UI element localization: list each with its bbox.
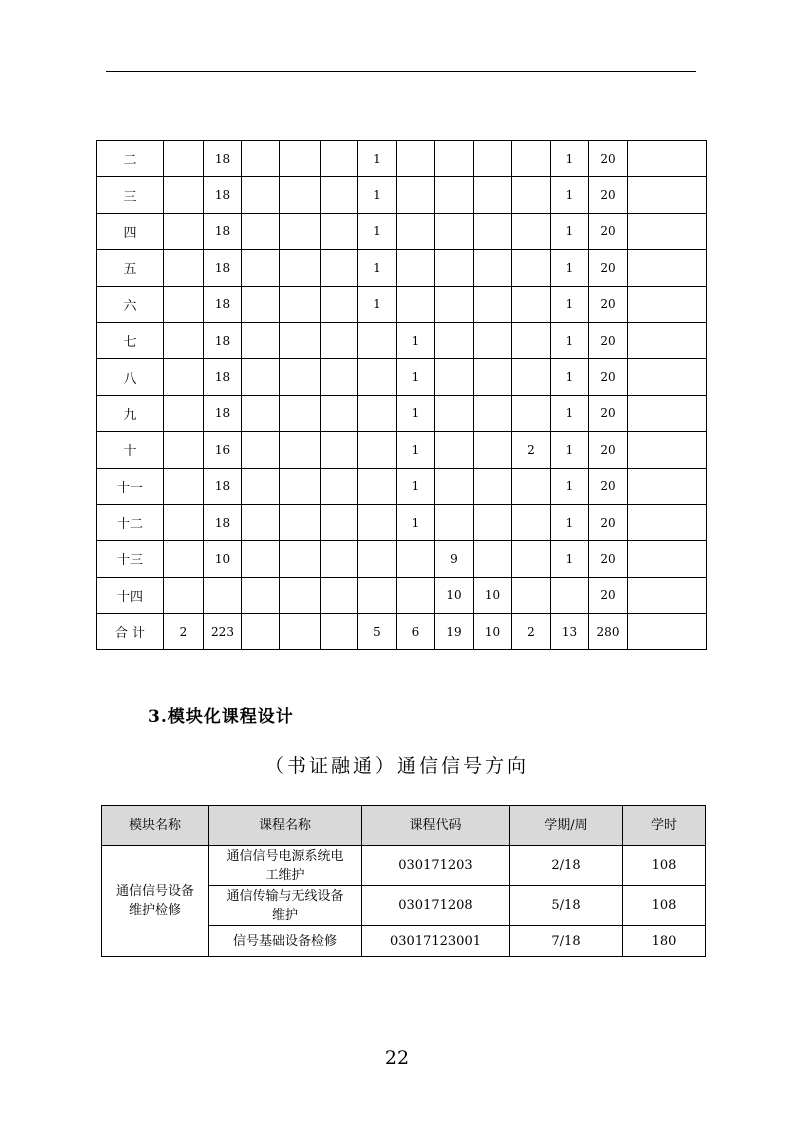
table-cell: 1 xyxy=(551,141,589,177)
table-cell: 20 xyxy=(589,322,628,358)
table-cell: 5 xyxy=(358,614,397,650)
table-cell xyxy=(512,250,551,286)
table-cell xyxy=(628,250,707,286)
table-cell xyxy=(358,432,397,468)
table-cell xyxy=(628,504,707,540)
table-cell xyxy=(321,504,358,540)
table-cell: 6 xyxy=(397,614,435,650)
table-cell xyxy=(280,504,321,540)
table-cell: 20 xyxy=(589,177,628,213)
table-cell xyxy=(321,541,358,577)
table-cell: 20 xyxy=(589,141,628,177)
table-cell xyxy=(164,177,204,213)
week-label-cell: 八 xyxy=(97,359,164,395)
module-table-header-row xyxy=(102,806,706,846)
course-code-cell: 030171203 xyxy=(362,846,510,886)
table-cell xyxy=(512,286,551,322)
table-row xyxy=(97,141,707,177)
table-cell: 18 xyxy=(204,286,242,322)
table-cell xyxy=(242,141,280,177)
table-cell xyxy=(321,577,358,613)
table-row xyxy=(97,322,707,358)
table-cell xyxy=(280,541,321,577)
table-cell xyxy=(242,504,280,540)
table-cell xyxy=(164,322,204,358)
table-cell: 2 xyxy=(164,614,204,650)
table-cell xyxy=(242,541,280,577)
table-cell xyxy=(164,286,204,322)
table-cell: 1 xyxy=(358,250,397,286)
table-cell: 18 xyxy=(204,468,242,504)
header-rule xyxy=(106,71,696,72)
table-cell xyxy=(397,250,435,286)
table-cell xyxy=(435,359,474,395)
week-label-cell: 九 xyxy=(97,395,164,431)
table-cell xyxy=(628,359,707,395)
table-cell xyxy=(358,541,397,577)
table-cell xyxy=(358,468,397,504)
table-cell xyxy=(242,359,280,395)
table-cell xyxy=(204,577,242,613)
table-cell xyxy=(512,541,551,577)
table-cell: 20 xyxy=(589,395,628,431)
table-cell xyxy=(321,359,358,395)
table-cell xyxy=(280,614,321,650)
table-cell xyxy=(164,541,204,577)
table-cell xyxy=(628,577,707,613)
table-cell xyxy=(474,359,512,395)
table-cell xyxy=(242,213,280,249)
table-cell xyxy=(435,432,474,468)
table-cell xyxy=(321,286,358,322)
table-cell: 20 xyxy=(589,250,628,286)
table-row xyxy=(97,286,707,322)
table-cell xyxy=(474,286,512,322)
table-cell: 1 xyxy=(551,541,589,577)
table-row xyxy=(97,432,707,468)
header-course-name: 课程名称 xyxy=(209,806,362,846)
table-cell xyxy=(512,177,551,213)
table-cell: 18 xyxy=(204,177,242,213)
module-course-table xyxy=(101,805,706,957)
table-cell: 1 xyxy=(551,395,589,431)
table-cell xyxy=(280,359,321,395)
table-cell xyxy=(358,322,397,358)
table-cell xyxy=(474,250,512,286)
table-cell xyxy=(321,322,358,358)
table-cell: 1 xyxy=(358,213,397,249)
table-cell: 10 xyxy=(474,577,512,613)
course-hours-cell: 108 xyxy=(623,846,706,886)
table-cell xyxy=(164,359,204,395)
table-cell xyxy=(397,541,435,577)
table-cell xyxy=(474,177,512,213)
table-cell: 1 xyxy=(551,286,589,322)
week-label-cell: 六 xyxy=(97,286,164,322)
table-cell: 9 xyxy=(435,541,474,577)
table-cell xyxy=(397,177,435,213)
table-cell xyxy=(242,395,280,431)
table-cell: 10 xyxy=(435,577,474,613)
week-label-cell: 七 xyxy=(97,322,164,358)
table-cell xyxy=(512,504,551,540)
header-hours: 学时 xyxy=(623,806,706,846)
table-row xyxy=(102,846,706,886)
table-row xyxy=(97,614,707,650)
table-row xyxy=(97,541,707,577)
table-cell xyxy=(474,322,512,358)
table-cell: 20 xyxy=(589,432,628,468)
table-cell: 20 xyxy=(589,213,628,249)
table-cell xyxy=(164,141,204,177)
table-cell xyxy=(397,577,435,613)
table-cell xyxy=(280,432,321,468)
table-cell xyxy=(474,141,512,177)
table-cell xyxy=(358,395,397,431)
table-cell xyxy=(280,286,321,322)
table-cell xyxy=(474,541,512,577)
table-cell xyxy=(551,577,589,613)
week-label-cell: 十 xyxy=(97,432,164,468)
table-cell xyxy=(164,577,204,613)
course-hours-cell: 180 xyxy=(623,926,706,957)
table-cell xyxy=(242,286,280,322)
table-cell: 16 xyxy=(204,432,242,468)
table-cell xyxy=(280,468,321,504)
table-cell xyxy=(512,359,551,395)
weekly-schedule-table xyxy=(96,140,707,650)
course-name-cell: 通信信号电源系统电工维护 xyxy=(209,846,362,886)
table-cell xyxy=(280,322,321,358)
table-cell: 223 xyxy=(204,614,242,650)
table-cell xyxy=(358,359,397,395)
table-cell xyxy=(397,286,435,322)
table-cell: 20 xyxy=(589,504,628,540)
table-cell: 20 xyxy=(589,541,628,577)
table-row xyxy=(97,577,707,613)
table-cell xyxy=(280,141,321,177)
week-label-cell: 十二 xyxy=(97,504,164,540)
table-cell: 280 xyxy=(589,614,628,650)
module-name-cell: 通信信号设备维护检修 xyxy=(102,846,209,957)
header-module-name: 模块名称 xyxy=(102,806,209,846)
table-cell xyxy=(321,213,358,249)
table-cell xyxy=(358,504,397,540)
table-cell xyxy=(280,577,321,613)
table-cell xyxy=(628,395,707,431)
table-row xyxy=(97,395,707,431)
table-cell xyxy=(628,468,707,504)
table-cell: 1 xyxy=(358,141,397,177)
table-cell: 18 xyxy=(204,395,242,431)
table-cell xyxy=(435,395,474,431)
table-cell xyxy=(628,541,707,577)
table-cell: 2 xyxy=(512,614,551,650)
table-row xyxy=(97,468,707,504)
table-row xyxy=(97,250,707,286)
table-cell: 20 xyxy=(589,577,628,613)
table-cell: 10 xyxy=(204,541,242,577)
table-cell: 1 xyxy=(397,322,435,358)
table-cell: 20 xyxy=(589,359,628,395)
table-cell: 1 xyxy=(397,432,435,468)
table-row xyxy=(97,504,707,540)
table-cell xyxy=(435,286,474,322)
table-cell: 18 xyxy=(204,213,242,249)
header-term-week: 学期/周 xyxy=(510,806,623,846)
table-cell xyxy=(164,213,204,249)
week-label-cell: 十四 xyxy=(97,577,164,613)
table-cell: 18 xyxy=(204,141,242,177)
table-cell: 1 xyxy=(551,250,589,286)
header-course-code: 课程代码 xyxy=(362,806,510,846)
table-cell xyxy=(321,177,358,213)
table-cell xyxy=(164,468,204,504)
table-cell xyxy=(280,250,321,286)
table-cell: 1 xyxy=(358,177,397,213)
week-label-cell: 十三 xyxy=(97,541,164,577)
table-cell: 13 xyxy=(551,614,589,650)
table-cell: 10 xyxy=(474,614,512,650)
week-label-cell: 五 xyxy=(97,250,164,286)
table-cell xyxy=(321,395,358,431)
table-cell: 1 xyxy=(551,504,589,540)
table-cell xyxy=(628,141,707,177)
table-cell xyxy=(474,213,512,249)
table-cell: 2 xyxy=(512,432,551,468)
course-code-cell: 030171208 xyxy=(362,886,510,926)
table-cell: 19 xyxy=(435,614,474,650)
table-cell xyxy=(242,250,280,286)
table-cell xyxy=(242,614,280,650)
table-cell xyxy=(474,468,512,504)
table-cell xyxy=(435,141,474,177)
table-cell xyxy=(628,432,707,468)
table-cell xyxy=(321,141,358,177)
table-cell: 18 xyxy=(204,322,242,358)
course-term-cell: 2/18 xyxy=(510,846,623,886)
table-cell xyxy=(321,250,358,286)
table-cell xyxy=(512,322,551,358)
table-cell xyxy=(512,577,551,613)
table-cell: 1 xyxy=(551,177,589,213)
course-name-cell: 通信传输与无线设备维护 xyxy=(209,886,362,926)
table-cell xyxy=(397,141,435,177)
table-cell xyxy=(321,432,358,468)
section-title: 3.模块化课程设计 xyxy=(148,707,294,727)
table-cell: 18 xyxy=(204,504,242,540)
table-cell: 1 xyxy=(358,286,397,322)
table-cell xyxy=(280,395,321,431)
table-cell xyxy=(435,504,474,540)
table-cell: 1 xyxy=(551,213,589,249)
table-cell xyxy=(321,468,358,504)
table-cell: 18 xyxy=(204,359,242,395)
table-cell xyxy=(242,432,280,468)
table-cell xyxy=(435,468,474,504)
page-number: 22 xyxy=(384,1047,410,1069)
table-cell xyxy=(474,395,512,431)
table-cell xyxy=(628,322,707,358)
table-cell xyxy=(164,432,204,468)
table-cell xyxy=(435,250,474,286)
week-label-cell: 二 xyxy=(97,141,164,177)
table-cell xyxy=(628,213,707,249)
course-code-cell: 03017123001 xyxy=(362,926,510,957)
table-cell: 20 xyxy=(589,286,628,322)
table-row xyxy=(97,213,707,249)
table-cell xyxy=(164,250,204,286)
table-cell xyxy=(628,177,707,213)
table-cell: 1 xyxy=(397,468,435,504)
table-cell: 18 xyxy=(204,250,242,286)
table-cell xyxy=(474,504,512,540)
table-cell xyxy=(512,468,551,504)
table-caption: （书证融通）通信信号方向 xyxy=(264,755,529,777)
table-cell xyxy=(242,577,280,613)
table-row xyxy=(97,177,707,213)
table-cell xyxy=(321,614,358,650)
table-cell xyxy=(512,395,551,431)
table-cell xyxy=(164,395,204,431)
table-cell xyxy=(512,141,551,177)
table-cell: 1 xyxy=(397,359,435,395)
table-cell xyxy=(358,577,397,613)
table-cell xyxy=(628,614,707,650)
table-cell xyxy=(628,286,707,322)
week-label-cell: 三 xyxy=(97,177,164,213)
table-cell: 1 xyxy=(551,468,589,504)
table-cell: 1 xyxy=(551,432,589,468)
course-hours-cell: 108 xyxy=(623,886,706,926)
table-cell xyxy=(435,213,474,249)
table-cell xyxy=(242,177,280,213)
table-cell xyxy=(280,177,321,213)
table-cell: 20 xyxy=(589,468,628,504)
table-cell: 1 xyxy=(551,359,589,395)
course-name-cell: 信号基础设备检修 xyxy=(209,926,362,957)
week-label-cell: 四 xyxy=(97,213,164,249)
table-cell xyxy=(242,322,280,358)
week-label-cell: 十一 xyxy=(97,468,164,504)
course-term-cell: 5/18 xyxy=(510,886,623,926)
table-cell xyxy=(164,504,204,540)
table-cell xyxy=(512,213,551,249)
table-cell: 1 xyxy=(397,395,435,431)
table-row xyxy=(97,359,707,395)
table-cell: 1 xyxy=(397,504,435,540)
table-cell xyxy=(397,213,435,249)
table-cell: 1 xyxy=(551,322,589,358)
table-cell xyxy=(474,432,512,468)
table-cell xyxy=(242,468,280,504)
course-term-cell: 7/18 xyxy=(510,926,623,957)
table-cell xyxy=(280,213,321,249)
table-cell xyxy=(435,177,474,213)
table-cell xyxy=(435,322,474,358)
week-label-cell: 合 计 xyxy=(97,614,164,650)
